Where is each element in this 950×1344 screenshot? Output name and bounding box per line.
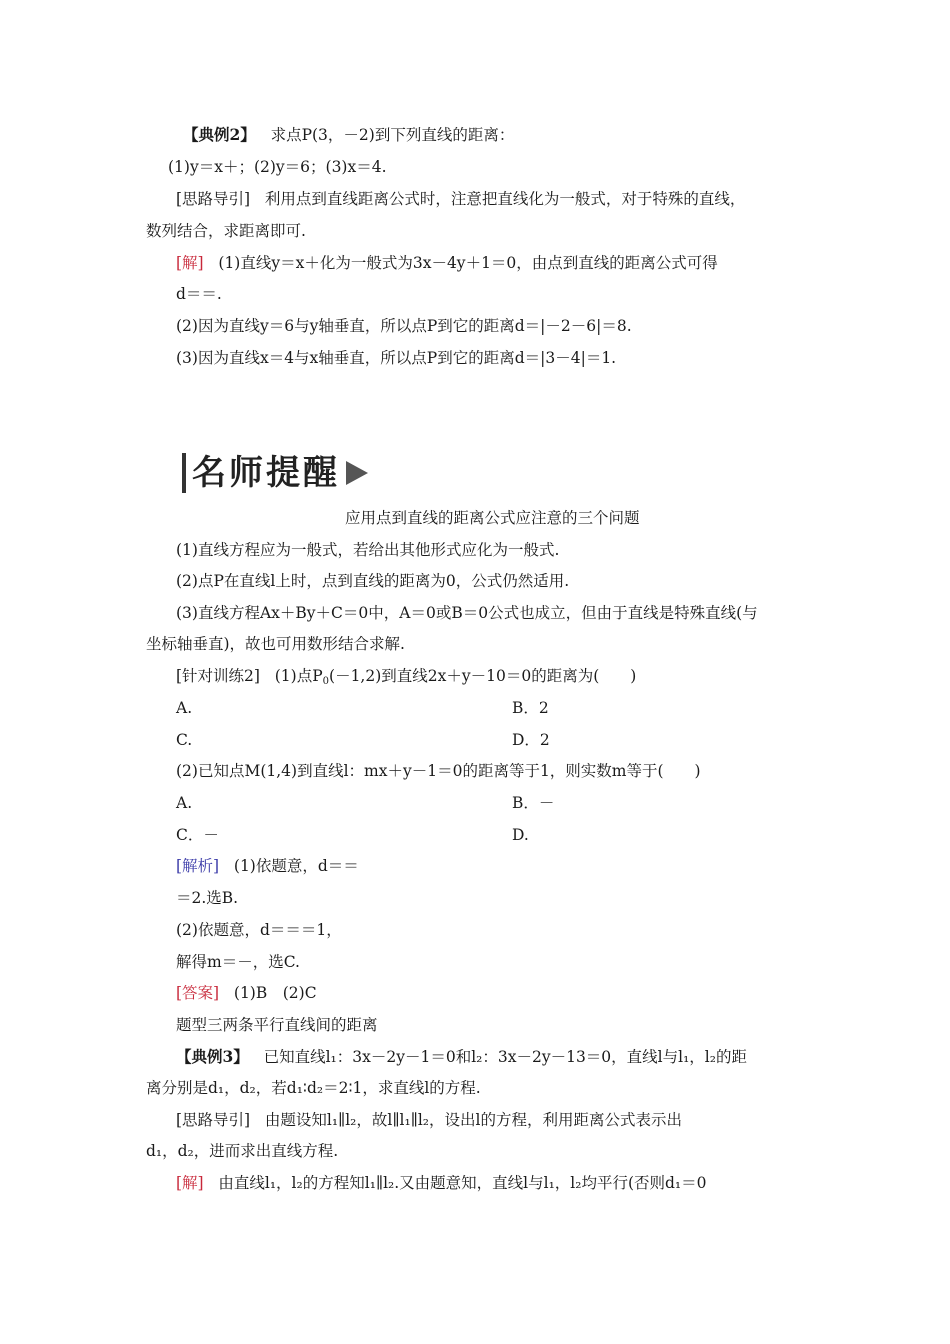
tips-subtitle: 应用点到直线的距离公式应注意的三个问题	[345, 509, 640, 527]
analysis-line-2: ＝2.选B.	[176, 889, 239, 907]
guide-text: 利用点到直线距离公式时，注意把直线化为一般式，对于特殊的直线，	[264, 190, 746, 208]
guide-3-text: 由题设知l₁∥l₂，故l∥l₁∥l₂，设出l的方程，利用距离公式表示出	[264, 1111, 682, 1129]
example-2-solution-line4: (3)因为直线x＝4与x轴垂直，所以点P到它的距离d＝|3－4|＝1.	[176, 349, 617, 367]
q2-option-c: C．－	[176, 826, 219, 844]
example-2-solution-line3: (2)因为直线y＝6与y轴垂直，所以点P到它的距离d＝|－2－6|＝8.	[176, 317, 632, 335]
analysis-tag: [解析]	[176, 857, 220, 875]
example-3-solution	[176, 1172, 707, 1194]
solution-3-tag: [解]	[176, 1174, 204, 1192]
analysis-line-4: 解得m＝－，选C.	[176, 953, 300, 971]
guide-tag: [思路导引]	[176, 190, 251, 208]
tips-item-3-cont: 坐标轴垂直)，故也可用数形结合求解.	[146, 635, 405, 653]
tips-item-2: (2)点P在直线l上时，点到直线的距离为0，公式仍然适用.	[176, 572, 570, 590]
example-3-question	[176, 1046, 747, 1068]
guide-3-tag: [思路导引]	[176, 1111, 251, 1129]
q1-text-b: (－1,2)到直线2x＋y－10＝0的距离为( )	[329, 667, 637, 685]
tips-heading	[182, 452, 368, 494]
example-2-solution	[176, 252, 718, 274]
example-2-tag: 【典例2】	[183, 125, 256, 144]
solution-text: (1)直线y＝x＋化为一般式为3x－4y＋1＝0，由点到直线的距离公式可得	[218, 254, 718, 272]
example-2-guide-cont: 数列结合，求距离即可.	[146, 222, 306, 240]
q2-option-b: B．－	[512, 794, 555, 812]
example-2-parts: (1)y＝x＋；(2)y＝6；(3)x＝4.	[168, 158, 387, 176]
example-2-guide	[176, 188, 745, 210]
analysis-line-3: (2)依题意，d＝＝＝1，	[176, 921, 342, 939]
analysis-line-1	[176, 855, 359, 877]
solution-3-text: 由直线l₁，l₂的方程知l₁∥l₂.又由题意知，直线l与l₁，l₂均平行(否则d₁＝0	[218, 1174, 707, 1192]
solution-tag: [解]	[176, 254, 204, 272]
q1-option-a: A.	[176, 699, 193, 717]
answer-tag: [答案]	[176, 984, 220, 1002]
example-2-question	[183, 124, 514, 146]
example-3-guide-cont: d₁，d₂，进而求出直线方程.	[146, 1142, 339, 1160]
tips-item-3: (3)直线方程Ax＋By＋C＝0中，A＝0或B＝0公式也成立，但由于直线是特殊直线(与	[176, 604, 758, 622]
tips-item-1: (1)直线方程应为一般式，若给出其他形式应化为一般式.	[176, 541, 560, 559]
example-2-solution-line2: d＝＝.	[176, 285, 222, 303]
q1-text-a: (1)点P	[274, 667, 323, 685]
training-tag: [针对训练2]	[176, 667, 260, 685]
triangle-arrow-icon	[346, 461, 368, 485]
example-3-tag: 【典例3】	[176, 1047, 249, 1066]
tips-heading-text: 名师提醒	[192, 453, 340, 493]
heading-bar	[182, 453, 186, 493]
example-3-question-cont: 离分别是d₁，d₂，若d₁∶d₂＝2∶1，求直线l的方程.	[146, 1079, 481, 1097]
training-2-q2: (2)已知点M(1,4)到直线l：mx＋y－1＝0的距离等于1，则实数m等于( )	[176, 762, 701, 780]
q2-option-a: A.	[176, 794, 193, 812]
example-3-guide	[176, 1109, 682, 1131]
q1-subscript: 0	[322, 676, 330, 687]
analysis-text: (1)依题意，d＝＝	[233, 857, 359, 875]
answer-line	[176, 982, 317, 1004]
training-2-q1	[176, 665, 636, 693]
example-2-text: 求点P(3，－2)到下列直线的距离：	[270, 126, 515, 144]
answer-text: (1)B (2)C	[233, 984, 317, 1002]
q1-option-d: D．2	[512, 731, 550, 749]
example-3-text: 已知直线l₁：3x－2y－1＝0和l₂：3x－2y－13＝0，直线l与l₁，l₂的距	[263, 1048, 747, 1066]
q1-option-b: B．2	[512, 699, 549, 717]
type-3-title: 题型三两条平行直线间的距离	[176, 1016, 378, 1034]
q1-option-c: C.	[176, 731, 193, 749]
q2-option-d: D.	[512, 826, 529, 844]
